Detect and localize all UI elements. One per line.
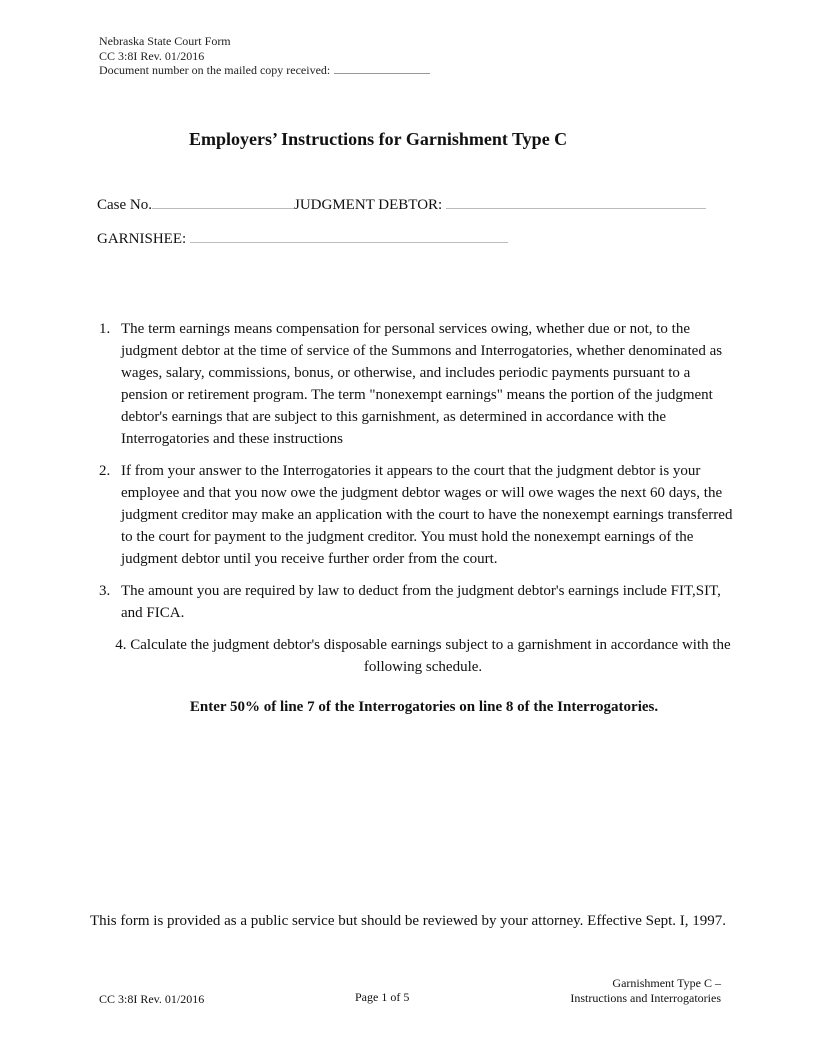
list-item bbox=[99, 460, 739, 570]
page-title: Employers’ Instructions for Garnishment Type C bbox=[189, 129, 568, 149]
judgment-debtor-label: JUDGMENT DEBTOR: bbox=[294, 197, 443, 213]
list-item-centered bbox=[99, 634, 739, 678]
disclaimer-note: This form is provided as a public service but should be reviewed by your attorney. Effective Sept. I, 1997. bbox=[89, 913, 727, 929]
list-item bbox=[99, 318, 739, 450]
case-no-field[interactable] bbox=[152, 195, 294, 209]
item-number: 2. bbox=[99, 463, 111, 479]
item-text: The term earnings means compensation for personal services owing, whether due or not, to the judgment debtor at the time of service of the Summons and Interrogatories, whether denominated as wages, salary, commissions, bonus, or otherwise, and includes periodic payments pursuant to a pension or retirement program. The term "nonexempt earnings" means the portion of the judgment debtor's earnings that are subject to this garnishment, as determined in accordance with the Interrogatories and these instructions bbox=[121, 321, 723, 447]
footer-form-revision: CC 3:8I Rev. 01/2016 bbox=[99, 992, 205, 1006]
item-number: 3. bbox=[99, 583, 111, 599]
item-text: If from your answer to the Interrogatories it appears to the court that the judgment debtor is your employee and that you now owe the judgment debtor wages or will owe wages the next 60 days, the judgment creditor may make an application with the court to have the nonexempt earnings transferred to the court for payment to the judgment creditor. You must hold the nonexempt earnings of the judgment debtor until you receive further order from the court. bbox=[121, 463, 733, 567]
garnishee-row bbox=[97, 229, 508, 248]
instructions-list bbox=[99, 318, 739, 718]
footer-form-title bbox=[570, 976, 721, 1006]
document-number-row bbox=[99, 63, 430, 78]
case-info-row bbox=[97, 195, 706, 214]
footer-title-line1: Garnishment Type C – bbox=[612, 976, 721, 990]
form-header bbox=[99, 34, 430, 78]
garnishee-label: GARNISHEE: bbox=[97, 231, 187, 247]
judgment-debtor-field[interactable] bbox=[446, 195, 706, 209]
document-number-label: Document number on the mailed copy received: bbox=[99, 63, 331, 77]
case-no-label: Case No. bbox=[97, 197, 152, 213]
footer-title-line2: Instructions and Interrogatories bbox=[570, 991, 721, 1005]
form-revision: CC 3:8I Rev. 01/2016 bbox=[99, 48, 205, 63]
document-number-blank bbox=[334, 65, 430, 74]
list-item bbox=[99, 580, 739, 624]
item-text: The amount you are required by law to deduct from the judgment debtor's earnings include FIT,SIT, and FICA. bbox=[121, 583, 721, 621]
page-number: Page 1 of 5 bbox=[355, 990, 410, 1004]
garnishee-field[interactable] bbox=[190, 229, 508, 243]
enter-instruction: Enter 50% of line 7 of the Interrogatories on line 8 of the Interrogatories. bbox=[189, 699, 659, 715]
item-text: Calculate the judgment debtor's disposable earnings subject to a garnishment in accordance with the following schedule. bbox=[130, 637, 731, 675]
item-number: 1. bbox=[99, 321, 111, 337]
item-number: 4. bbox=[115, 637, 127, 653]
form-name: Nebraska State Court Form bbox=[99, 34, 231, 48]
